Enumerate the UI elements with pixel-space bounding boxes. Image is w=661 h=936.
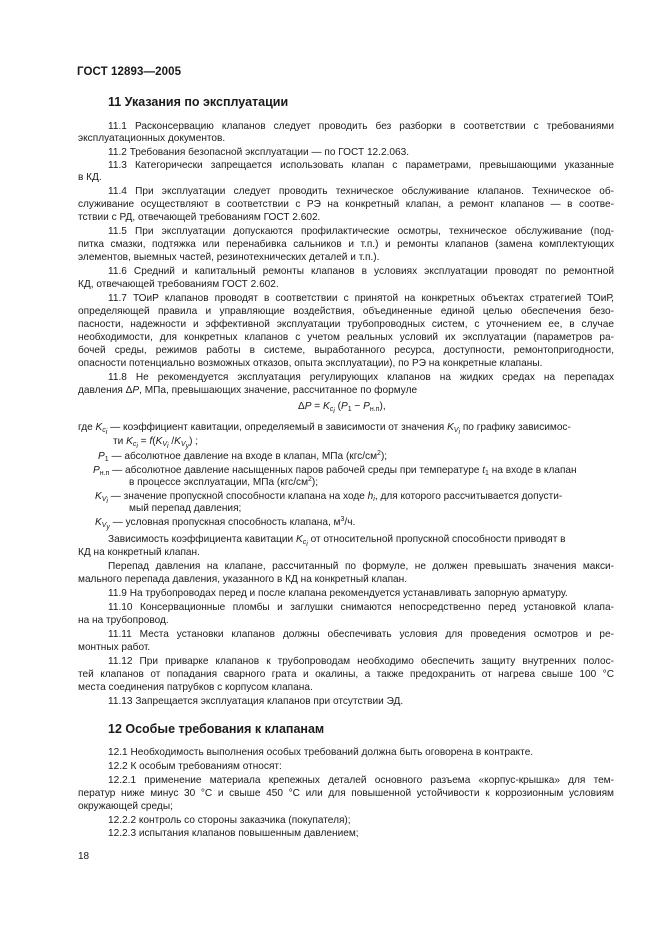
para-11-10-line-1: 11.10 Консервационные пломбы и заглушки снимаются непосредственно перед установкой клапа- xyxy=(108,602,614,613)
para-11-2: 11.2 Требования безопасной эксплуатации — по ГОСТ 12.2.063. xyxy=(108,147,410,158)
para-12-2-2: 12.2.2 контроль со стороны заказчика (покупателя); xyxy=(108,815,351,826)
para-12-2-3: 12.2.3 испытания клапанов повышенным давлением; xyxy=(108,828,359,839)
document-header: ГОСТ 12893—2005 xyxy=(77,66,182,78)
para-11-7-line-2: определяющей правила и управляющие воздействия, объединенные единой целью обеспечения безо- xyxy=(78,306,614,317)
para-dependence-line-1: Зависимость коэффициента кавитации $K_{c_i}$ от относительной пропускной способности приводят в xyxy=(108,534,566,548)
para-11-5-line-2: питка смазки, подтяжка или перенабивка сальников и т.п.) и ремонты клапанов (замена комплектующих xyxy=(78,239,614,250)
para-12-2-1-line-3: окружающей среды; xyxy=(78,801,173,812)
para-11-11-line-2: монтных работ. xyxy=(78,642,151,653)
para-11-1-line-2: эксплуатационных документов. xyxy=(78,133,226,144)
para-11-4-line-2: служивание осуществляют в соответствии с РЭ на конкретный клапан, а ремонт клапанов — в соотве- xyxy=(78,199,614,210)
para-12-1: 12.1 Необходимость выполнения особых требований должна быть оговорена в контракте. xyxy=(108,747,534,758)
para-11-7-line-6: опасности потенциально возможных отказов, опыта эксплуатации), по РЭ на конкретные клапаны. xyxy=(78,358,543,369)
where-kvi-line-2: мый перепад давления; xyxy=(129,503,242,514)
para-11-4-line-1: 11.4 При эксплуатации следует проводить техническое обслуживание клапанов. Техническое об- xyxy=(108,186,614,197)
page-number: 18 xyxy=(78,851,90,862)
where-kvy: $K_{V_y}$ — условная пропускная способность клапана, $м^3/ч$. xyxy=(95,516,356,531)
para-11-8-line-2: давления ΔP, МПа, превышающих значение, рассчитанное по формуле xyxy=(78,385,418,396)
para-11-13: 11.13 Запрещается эксплуатация клапанов при отсутствии ЭД. xyxy=(108,696,404,707)
para-11-11-line-1: 11.11 Места установки клапанов должны обеспечивать условия для проведения осмотров и ре- xyxy=(108,629,614,640)
where-kvi-line-1: $K_{V_i}$ — значение пропускной способности клапана на ходе $h_i$, для которого рассчитывается допусти- xyxy=(95,491,563,505)
para-11-12-line-3: места соединения патрубков с корпусом клапана. xyxy=(78,682,313,693)
para-11-9: 11.9 На трубопроводах перед и после клапана рекомендуется устанавливать запорную арматуру. xyxy=(108,588,568,599)
para-12-2-1-line-2: ператур ниже минус 30 °С и свыше 450 °С или для повышенной устойчивости к коррозионным условиям xyxy=(78,788,614,799)
para-11-5-line-1: 11.5 При эксплуатации допускаются профилактические осмотры, техническое обслуживание (под- xyxy=(108,226,614,237)
para-11-3-line-1: 11.3 Категорически запрещается использовать клапан с параметрами, превышающими указанные xyxy=(108,160,614,171)
para-11-3-line-2: в КД. xyxy=(78,172,102,183)
section-12-title: 12 Особые требования к клапанам xyxy=(108,722,325,736)
para-11-5-line-3: элементов, выемных частей, резинотехнических деталей и т.п.). xyxy=(78,252,380,263)
para-11-7-line-3: пасности, надежности и эффективной эксплуатации трубопроводных систем, с уточнением ее, в случае xyxy=(78,319,614,330)
where-pnp-line-1: $P_{н.п}$ — абсолютное давление насыщенных паров рабочей среды при температуре $t_1$ на входе в клапан xyxy=(93,465,577,477)
para-11-7-line-4: необходимости, для конкретных клапанов с учетом реальных условий их эксплуатации (параметров ра- xyxy=(78,332,614,343)
para-11-12-line-2: тей клапанов от попадания сварного грата и окалины, а также предохранить от нагрева свыше 100 °С xyxy=(78,669,614,680)
formula-delta-p: $\Delta P = K_{c_i}$ $(P_1 - P_{н.п})$, xyxy=(298,401,386,415)
para-pressure-line-2: мального перепада давления, указанного в КД на конкретный клапан. xyxy=(78,574,408,585)
para-12-2-1-line-1: 12.2.1 применение материала крепежных деталей основного разъема «корпус-крышка» для тем- xyxy=(108,775,614,786)
para-11-4-line-3: тствии с РД, отвечающей требованиям ГОСТ 2.602. xyxy=(78,212,321,223)
para-11-6-line-2: КД, отвечающей требованиям ГОСТ 2.602. xyxy=(78,279,279,290)
para-11-12-line-1: 11.12 При приварке клапанов к трубопроводам необходимо обеспечить защиту внутренних полос- xyxy=(108,656,614,667)
para-11-7-line-5: бочей среды, режимов работы в системе, выработанного ресурса, доступности, ремонтопригодности, xyxy=(78,345,614,356)
para-pressure-line-1: Перепад давления на клапане, рассчитанный по формуле, не должен превышать значения макси- xyxy=(108,561,614,572)
where-kc-line-1: где $K_{c_i}$ — коэффициент кавитации, определяемый в зависимости от значения $K_{V_i}$ по графику зависимос- xyxy=(78,422,571,436)
para-11-10-line-2: на на трубопровод. xyxy=(78,615,169,626)
para-dependence-line-2: КД на конкретный клапан. xyxy=(78,547,200,558)
para-11-1-line-1: 11.1 Расконсервацию клапанов следует проводить без разборки в соответствии с требованиями xyxy=(108,121,614,132)
section-11-title: 11 Указания по эксплуатации xyxy=(108,95,289,109)
para-11-8-line-1: 11.8 Не рекомендуется эксплуатация регулирующих клапанов на жидких средах на перепадах xyxy=(108,372,614,383)
where-pnp-line-2: в процессе эксплуатации, МПа $(кгс/см^2)$; xyxy=(129,476,319,488)
where-kc-line-2: ти $K_{c_i} = f(K_{V_i}$ $/K_{V_y}$) ; xyxy=(113,436,199,450)
para-11-6-line-1: 11.6 Средний и капитальный ремонты клапанов в условиях эксплуатации проводят по ремонтной xyxy=(108,266,614,277)
where-p1: $P_1$ — абсолютное давление на входе в клапан, МПа $(кгс/см^2)$; xyxy=(98,450,388,463)
para-12-2: 12.2 К особым требованиям относят: xyxy=(108,761,282,772)
para-11-7-line-1: 11.7 ТОиР клапанов проводят в соответствии с принятой на конкретных объектах стратегией ТОиР, xyxy=(108,293,614,304)
